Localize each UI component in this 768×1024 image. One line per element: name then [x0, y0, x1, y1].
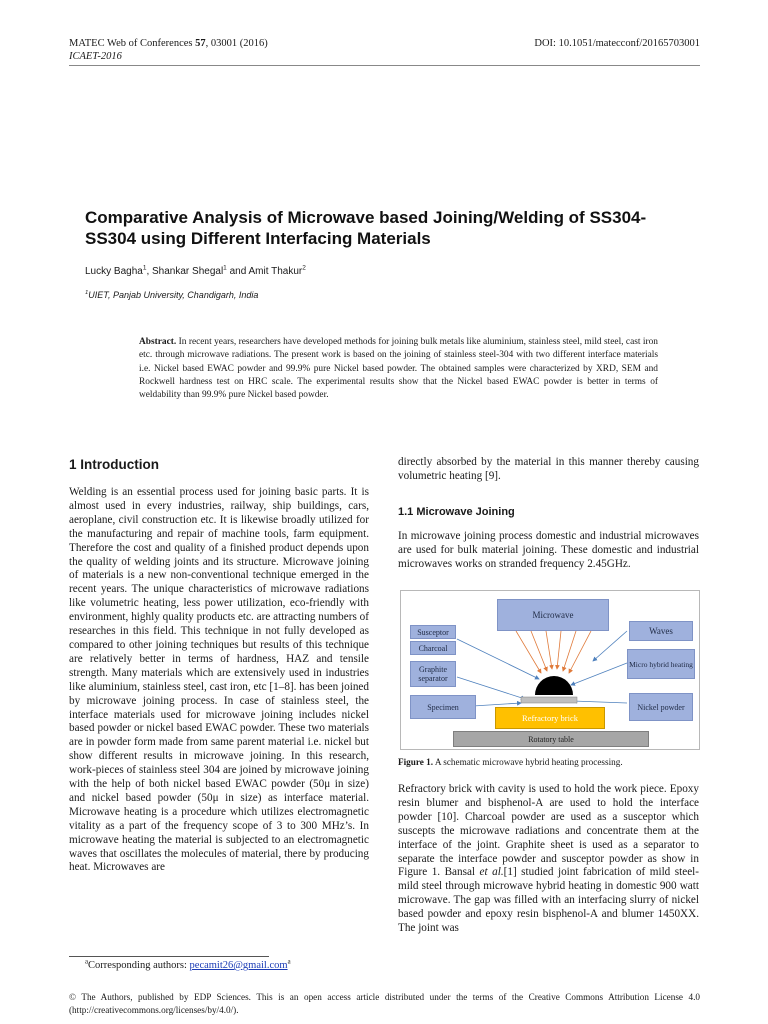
author-3-sup: 2	[302, 264, 306, 272]
wave-arrow	[557, 631, 561, 669]
footnote	[85, 960, 291, 971]
abstract-text: In recent years, researchers have developed methods for joining bulk metals like aluminium, stainless steel, mild steel, cast iron etc. through microwave radiations. The present work is based on the joining of stainless steel-304 with two different interface materials i.e. Nickel based EWAC powder and 99.9% pure Nickel based powder. The obtained samples were characterized by XRD, SEM and Rockwell hardness test on HRC scale. The experimental results show that the Nickel based EWAC powder is better in terms of weldability than 99.9% pure Nickel based powder.	[139, 337, 658, 401]
microwave-box: Microwave	[497, 599, 609, 631]
abstract-label: Abstract.	[139, 337, 177, 347]
affiliation-text: UIET, Panjab University, Chandigarh, India	[88, 290, 259, 300]
pointer-arrow	[593, 631, 627, 661]
title-line-2: SS304 using Different Interfacing Materials	[85, 229, 431, 248]
license-text: © The Authors, published by EDP Sciences. This is an open access article distributed under the terms of the Creative Commons Attribution License 4.0 (http://creativecommons.org/licenses/by/4.0/).	[69, 992, 700, 1015]
title-line-1: Comparative Analysis of Microwave based Joining/Welding of SS304-	[85, 208, 647, 227]
specimen-box: Specimen	[410, 695, 476, 719]
refractory-brick: Refractory brick	[495, 707, 605, 729]
doi: DOI: 10.1051/matecconf/20165703001	[534, 38, 700, 49]
charcoal-box: Charcoal	[410, 641, 456, 655]
pointer-arrow	[457, 639, 539, 679]
paper-title	[85, 207, 705, 249]
conference-name: ICAET-2016	[69, 51, 122, 62]
specimen-strip	[521, 697, 577, 703]
journal-name: MATEC Web of Conferences	[69, 38, 196, 49]
wave-arrow	[516, 631, 541, 673]
wave-arrow	[546, 631, 552, 669]
affiliation-sup: 1	[85, 290, 89, 296]
wave-arrow	[531, 631, 547, 671]
wave-arrow	[563, 631, 576, 671]
footnote-sup: a	[85, 958, 89, 966]
figure-caption-text: A schematic microwave hybrid heating processing.	[433, 757, 623, 767]
pointer-arrow	[571, 663, 627, 685]
footnote-text: Corresponding authors:	[88, 960, 190, 971]
section-heading-introduction: 1 Introduction	[69, 457, 159, 472]
author-1: Lucky Bagha	[85, 266, 143, 277]
refractory-paragraph-em: et al.	[479, 866, 504, 879]
authors	[85, 266, 306, 277]
author-email-link[interactable]: pecamit26@gmail.com	[189, 960, 288, 971]
header-rule	[69, 65, 700, 66]
figure-caption	[398, 757, 623, 767]
refractory-paragraph-b: [1] studied joint fabrication of mild steel-mild steel through microwave hybrid heating in domestic 900 watt microwave. The gap was filled with an interfacing slurry of nickel based powder and epoxy resin bisphenol-A and blumer 1450XX. The joint was	[398, 866, 699, 935]
microwave-joining-paragraph: In microwave joining process domestic and industrial microwaves are used for bulk material joining. These domestic and industrial microwaves works on stranded frequency 2.45GHz.	[398, 530, 699, 570]
nickel-box: Nickel powder	[629, 693, 693, 721]
rotatory-table: Rotatory table	[453, 731, 649, 747]
author-2-sup: 1	[223, 264, 227, 272]
waves-box: Waves	[629, 621, 693, 641]
author-1-sup: 1	[142, 264, 147, 272]
refractory-paragraph-a: Refractory brick with cavity is used to hold the work piece. Epoxy resin blumer and bisphenol-A are used to hold the interface powder [10]. Charcoal powder are used as a susceptor which suscepts the microwave radiations and concentrate them at the interface of the joint. Graphite sheet is used as a separator to separate the interface powder and susceptor powder as show in Figure 1. Bansal	[398, 783, 699, 879]
refractory-paragraph	[398, 783, 699, 936]
susceptor-box: Susceptor	[410, 625, 456, 639]
journal-header	[69, 37, 268, 50]
abstract	[139, 336, 658, 402]
affiliation	[85, 290, 258, 300]
footnote-sup-a: a	[287, 958, 291, 966]
susceptor-dome	[535, 676, 573, 695]
introduction-paragraph: Welding is an essential process used for joining basic parts. It is almost used in every industries, railway, ship buildings, cars, aeroplane, civil construction etc. It is likewise broadly utilized for the manufacturing and repair of machine tools, farm equipment. Therefore the cost and quality of a finished product depends upon the quality of welding joints and its structure. Microwave joining of materials is a new non-conventional technique emerged in the recent years. The unique characteristics of microwave radiations like volumetric heating, less power utilization, eco-friendly with environment, highly quality products etc. are attracting numbers of researches in this field. This technique in not fully developed as compared to other joining techniques but results of this technique are relatively better in terms of hardness, HAZ and tensile strength. Many materials which are extensively used in industries like aluminium, stainless steel, cast iron, etc [1–8]. has been joined by microwave joining process. In case of stainless steel, the interface materials used for microwave joining includes nickel based powder or nickel based EWAC powder. These two materials are in powder form made from same parent material i.e. nickel but show different results in microwave joining. In this research, work-pieces of stainless steel 304 are joined by microwave joining with the help of both nickel based EWAC powder (50μ in size) and nickel based powder (50μ in size) as interface material. Microwave heating is a procedure which utilizes electromagnetic vitality as a part of the frequency scope of 3 to 300 MHz’s. In microwave heating the material is subjected to an electromagnetic waves that oscillates the molecules of material, there by producing heat. Microwaves are	[69, 486, 369, 874]
subsection-heading-microwave-joining: 1.1 Microwave Joining	[398, 506, 515, 518]
footnote-rule	[69, 956, 269, 957]
graphite-box: Graphite separator	[410, 661, 456, 687]
figure-1	[400, 590, 700, 750]
journal-article: , 03001 (2016)	[205, 38, 268, 49]
pointer-arrow	[573, 701, 627, 703]
right-column-continuation: directly absorbed by the material in this manner thereby causing volumetric heating [9].	[398, 456, 699, 482]
micro-hybrid-box: Micro hybrid heating	[627, 649, 695, 679]
wave-arrow	[569, 631, 591, 673]
author-3: and Amit Thakur	[226, 266, 303, 277]
author-2: , Shankar Shegal	[146, 266, 224, 277]
journal-volume: 57	[195, 38, 206, 49]
figure-caption-label: Figure 1.	[398, 757, 434, 767]
